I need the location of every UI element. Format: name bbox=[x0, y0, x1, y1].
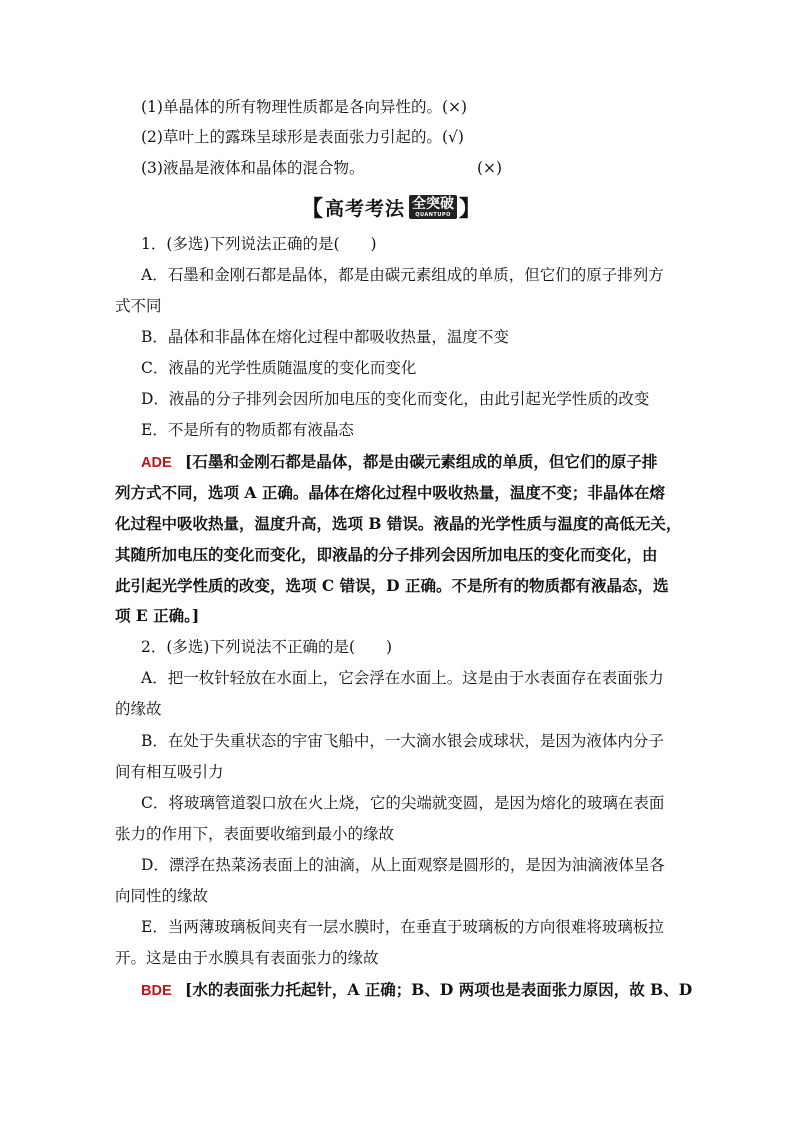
judgment-1: (1)单晶体的所有物理性质都是各向异性的。(×) bbox=[141, 98, 468, 116]
judgment-3-text: (3)液晶是液体和晶体的混合物。 bbox=[141, 159, 365, 177]
q1-option-b: B．晶体和非晶体在熔化过程中都吸收热量，温度不变 bbox=[141, 328, 509, 346]
q1-option-d: D．液晶的分子排列会因所加电压的变化而变化，由此引起光学性质的改变 bbox=[141, 390, 650, 408]
banner-badge-main: 全突破 bbox=[412, 195, 455, 212]
q2-option-c-line1: C．将玻璃管道裂口放在火上烧，它的尖端就变圆，是因为熔化的玻璃在表面 bbox=[141, 794, 665, 812]
q1-option-a-line2: 式不同 bbox=[115, 297, 162, 315]
q1-explanation-line4: 其随所加电压的变化而变化，即液晶的分子排列会因所加电压的变化而变化，由 bbox=[115, 545, 658, 564]
q1-option-c: C．液晶的光学性质随温度的变化而变化 bbox=[141, 359, 417, 377]
banner-close-bracket: 】 bbox=[459, 195, 482, 222]
banner-open-bracket: 【 bbox=[301, 195, 324, 222]
q2-option-c-line2: 张力的作用下，表面要收缩到最小的缘故 bbox=[115, 825, 395, 843]
q1-explanation-line5: 此引起光学性质的改变，选项 C 错误，D 正确。不是所有的物质都有液晶态，选 bbox=[115, 576, 669, 595]
judgment-2: (2)草叶上的露珠呈球形是表面张力引起的。(√) bbox=[141, 128, 464, 146]
q1-option-a-line1: A．石墨和金刚石都是晶体，都是由碳元素组成的单质，但它们的原子排列方 bbox=[141, 266, 664, 284]
q2-explanation-text: [水的表面张力托起针，A 正确；B、D 两项也是表面张力原因，故 B、D bbox=[185, 980, 693, 999]
judgment-3 bbox=[141, 158, 501, 178]
q2-option-d-line2: 向同性的缘故 bbox=[115, 887, 209, 905]
judgment-3-mark: (×) bbox=[477, 159, 503, 177]
q2-option-d-line1: D．漂浮在热菜汤表面上的油滴，从上面观察是圆形的，是因为油滴液体呈各 bbox=[141, 856, 665, 874]
q1-explanation-line6: 项 E 正确。] bbox=[115, 606, 200, 625]
section-banner bbox=[301, 194, 481, 220]
q2-option-a-line2: 的缘故 bbox=[115, 700, 162, 718]
banner-badge-sub: QUANTUPO bbox=[415, 211, 451, 218]
q1-explanation-line1 bbox=[141, 452, 657, 473]
q2-option-b-line2: 间有相互吸引力 bbox=[115, 763, 224, 781]
q2-explanation-line1 bbox=[141, 980, 692, 1001]
q2-option-b-line1: B．在处于失重状态的宇宙飞船中，一大滴水银会成球状，是因为液体内分子 bbox=[141, 732, 664, 750]
banner-badge bbox=[409, 195, 457, 219]
q1-explanation-text: [石墨和金刚石都是晶体，都是由碳元素组成的单质，但它们的原子排 bbox=[185, 452, 658, 471]
q1-stem: 1．(多选)下列说法正确的是( ) bbox=[141, 235, 377, 253]
q2-option-e-line1: E．当两薄玻璃板间夹有一层水膜时，在垂直于玻璃板的方向很难将玻璃板拉 bbox=[141, 918, 664, 936]
q1-explanation-line2: 列方式不同，选项 A 正确。晶体在熔化过程中吸收热量，温度不变；非晶体在熔 bbox=[115, 483, 665, 502]
q1-option-e: E．不是所有的物质都有液晶态 bbox=[141, 421, 354, 439]
q2-stem: 2．(多选)下列说法不正确的是( ) bbox=[141, 638, 393, 656]
banner-title: 高考考法 bbox=[325, 197, 406, 220]
q1-answer-key: ADE bbox=[141, 455, 172, 471]
q2-answer-key: BDE bbox=[141, 983, 172, 999]
q1-explanation-line3: 化过程中吸收热量，温度升高，选项 B 错误。液晶的光学性质与温度的高低无关， bbox=[115, 514, 682, 533]
q2-option-a-line1: A．把一枚针轻放在水面上，它会浮在水面上。这是由于水表面存在表面张力 bbox=[141, 669, 664, 687]
q2-option-e-line2: 开。这是由于水膜具有表面张力的缘故 bbox=[115, 949, 379, 967]
